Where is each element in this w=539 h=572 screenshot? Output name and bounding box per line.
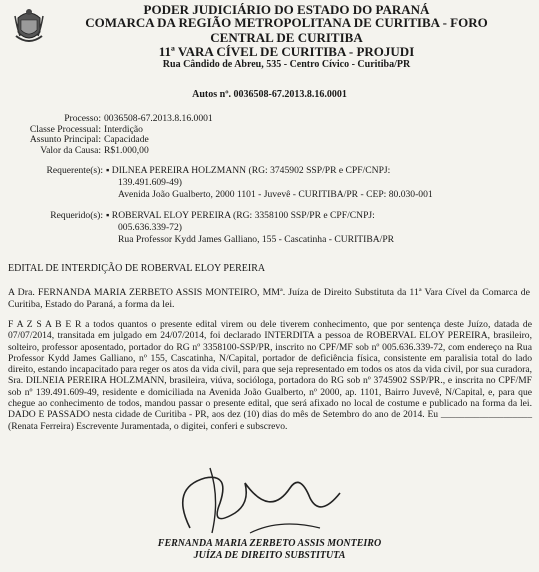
requerente-line: ▪ DILNEA PEREIRA HOLZMANN (RG: 3745902 SSP/PR e CPF/CNPJ: <box>106 165 391 176</box>
autos-number: Autos nº. 0036508-67.2013.8.16.0001 <box>192 89 347 100</box>
requerido-line: 005.636.339-72) <box>118 222 182 233</box>
requerido-block <box>8 210 394 246</box>
field-label: Valor da Causa: <box>40 144 101 156</box>
judge-name: FERNANDA MARIA ZERBETO ASSIS MONTEIRO <box>157 538 382 549</box>
requerido-line: ▪ ROBERVAL ELOY PEREIRA (RG: 3358100 SSP/PR e CPF/CNPJ: <box>106 210 375 221</box>
handwritten-signature <box>150 458 380 548</box>
field-row <box>8 146 213 157</box>
field-value: Capacidade <box>104 134 149 145</box>
requerido-label: Requerido(s): <box>50 210 103 221</box>
header-line-4: 11ª VARA CÍVEL DE CURITIBA - PROJUDI <box>158 44 415 59</box>
edital-title: EDITAL DE INTERDIÇÃO DE ROBERVAL ELOY PEREIRA <box>8 263 266 274</box>
header-address: Rua Cândido de Abreu, 535 - Centro Cívico - Curitiba/PR <box>162 59 411 70</box>
requerente-line: 139.491.609-49) <box>118 177 182 188</box>
requerido-address: Rua Professor Kydd James Galliano, 155 - Cascatinha - CURITIBA/PR <box>118 234 395 245</box>
header-line-3: CENTRAL DE CURITIBA <box>210 30 363 45</box>
field-value: R$1.000,00 <box>104 144 149 156</box>
field-label: Assunto Principal: <box>29 134 101 145</box>
case-fields <box>8 114 213 156</box>
field-value: Interdição <box>104 123 143 135</box>
header-line-2: COMARCA DA REGIÃO METROPOLITANA DE CURITIBA - FORO <box>85 15 488 30</box>
requerente-label: Requerente(s): <box>46 165 103 176</box>
judge-role: JUÍZA DE DIREITO SUBSTITUTA <box>193 550 346 561</box>
header-line-1: PODER JUDICIÁRIO DO ESTADO DO PARANÁ <box>143 2 430 17</box>
field-row <box>8 135 213 146</box>
field-label: Processo: <box>64 113 101 124</box>
requerente-address: Avenida João Gualberto, 2000 1101 - Juvevê - CURITIBA/PR - CEP: 80.030-001 <box>118 189 433 200</box>
body-paragraph: F A Z S A B E R a todos quantos o presente edital virem ou dele tiverem conhecimento, que por sentença deste Juízo, datada de 07/07/2014, transitada em julgado em 24/07/2014, foi declarado INTERDITA a pessoa de ROBERVAL ELOY PEREIRA, brasileiro, solteiro, professor aposentado, portador do RG nº 3358100-SSP/PR, inscrito no CPF/MF sob nº 005.636.339-72, com endereço na Rua Professor Kydd James Galliano, nº 155, Cascatinha, N/Capital, portador de deficiência física, consistente em paralisia total do lado direito, estando incapacitado para reger os atos da vida civil, para que seja representado em todos os atos da vida civil, por sua curadora, Sra. DILNEIA PEREIRA HOLZMANN, brasileira, viúva, socióloga, portadora do RG sob nº 3745902 SSP/PR., e inscrita no CPF/MF sob nº 139.491.609-49, residente e domiciliada na Avenida João Gualberto, nº 2000, ap. 1101, Bairro Juvevê, N/Capital, e, para que chegue ao conhecimento de todos, mandou passar o presente edital, que será afixado no local de costume e publicado na forma da lei. DADO E PASSADO nesta cidade de Curitiba - PR, aos dez (10) dias do mês de Setembro do ano de 2014. Eu ___________________ (Renata Ferreira) Escrevente Juramentada, o digitei, conferi e subscrevo. <box>8 319 532 432</box>
intro-paragraph: A Dra. FERNANDA MARIA ZERBETO ASSIS MONTEIRO, MMª. Juíza de Direito Substituta da 11ª Vara Cível da Comarca de Curitiba, Estado do Paraná, a forma da lei. <box>8 287 530 310</box>
field-label: Classe Processual: <box>29 123 101 135</box>
field-value: 0036508-67.2013.8.16.0001 <box>104 113 213 124</box>
requerente-block <box>8 165 433 201</box>
field-row <box>8 114 213 125</box>
